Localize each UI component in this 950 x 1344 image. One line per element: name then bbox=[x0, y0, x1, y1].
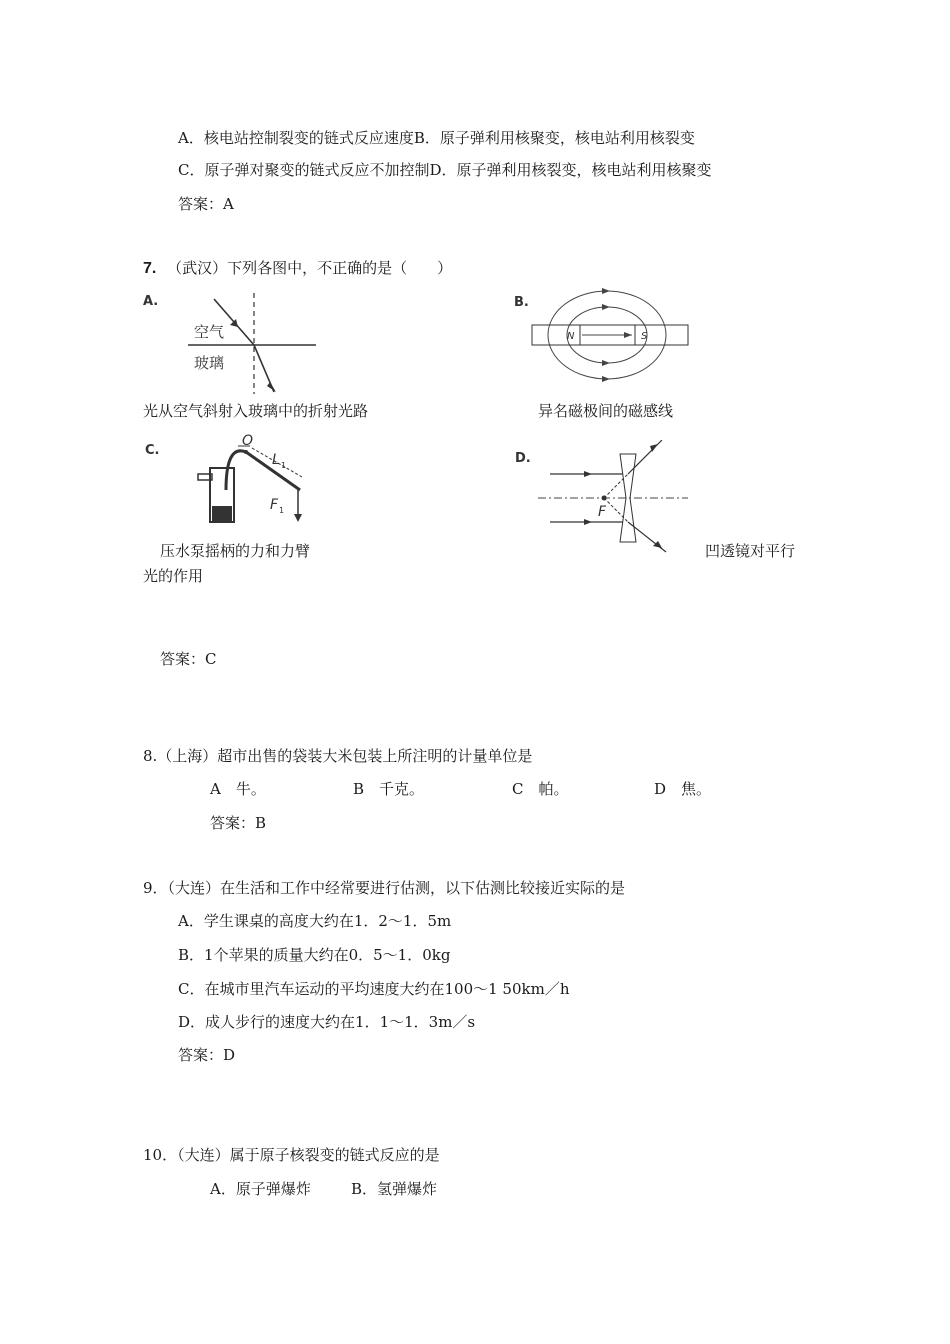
arm-label-sub: 1 bbox=[281, 461, 287, 470]
figure-c-letter: C. bbox=[145, 443, 160, 458]
q9-option-d: D．成人步行的速度大约在1．1～1．3m／s bbox=[178, 1013, 476, 1031]
q10-option-b: B．氢弹爆炸 bbox=[351, 1180, 438, 1198]
figure-c-caption-continued: 光的作用 bbox=[143, 567, 204, 585]
q7-stem bbox=[143, 258, 452, 279]
q6-answer: 答案：A bbox=[178, 195, 234, 213]
force-label: F bbox=[270, 497, 279, 513]
q6-option-ab: A．核电站控制裂变的链式反应速度B．原子弹利用核聚变，核电站利用核裂变 bbox=[178, 129, 695, 147]
figure-d-letter: D. bbox=[515, 451, 531, 466]
q8-option-c: C 帕。 bbox=[512, 780, 569, 798]
q8-option-d: D 焦。 bbox=[654, 780, 712, 798]
figure-a-refraction bbox=[140, 288, 330, 398]
focal-point bbox=[602, 496, 607, 501]
q9-answer: 答案：D bbox=[178, 1046, 236, 1064]
q8-option-b: B 千克。 bbox=[353, 780, 425, 798]
pump-water bbox=[212, 506, 232, 522]
q9-option-c: C．在城市里汽车运动的平均速度大约在100～1 50km／h bbox=[178, 980, 570, 998]
pump-handle bbox=[226, 451, 300, 490]
force-arrow-head bbox=[294, 514, 302, 522]
pivot-point bbox=[244, 450, 248, 454]
south-pole-label: S bbox=[641, 331, 648, 342]
air-label: 空气 bbox=[194, 323, 225, 341]
q8-option-a: A 牛。 bbox=[210, 780, 266, 798]
q9-option-b: B．1个苹果的质量大约在0．5～1．0kg bbox=[178, 946, 451, 964]
q9-option-a: A．学生课桌的高度大约在1．2～1．5m bbox=[178, 912, 452, 930]
q8-stem: 8.（上海）超市出售的袋装大米包装上所注明的计量单位是 bbox=[143, 747, 533, 765]
incident-arrow bbox=[230, 319, 238, 327]
q9-stem: 9．（大连）在生活和工作中经常要进行估测，以下估测比较接近实际的是 bbox=[143, 879, 626, 897]
q6-option-cd: C．原子弹对聚变的链式反应不加控制D．原子弹利用核裂变，核电站利用核聚变 bbox=[178, 161, 712, 179]
figure-a-caption: 光从空气斜射入玻璃中的折射光路 bbox=[143, 402, 369, 420]
arm-label: L bbox=[272, 452, 280, 468]
q10-option-a: A．原子弹爆炸 bbox=[210, 1180, 311, 1198]
glass-label: 玻璃 bbox=[194, 354, 225, 372]
q7-number: 7. bbox=[143, 260, 157, 277]
figure-d-concave-lens bbox=[510, 440, 700, 555]
figure-b-letter: B. bbox=[514, 295, 529, 310]
figure-c-caption: 压水泵摇柄的力和力臂 bbox=[160, 542, 311, 560]
refracted-arrow bbox=[267, 382, 276, 392]
q7-stem-text: （武汉）下列各图中，不正确的是（ ） bbox=[167, 259, 453, 277]
focus-label: F bbox=[598, 504, 607, 520]
figure-b-magnets bbox=[510, 288, 700, 393]
north-pole-label: N bbox=[567, 331, 575, 342]
figure-a-letter: A. bbox=[143, 294, 159, 309]
figure-d-caption: 凹透镜对平行 bbox=[705, 542, 796, 560]
q8-answer: 答案：B bbox=[210, 814, 267, 832]
pivot-label: O bbox=[242, 433, 254, 449]
force-label-sub: 1 bbox=[279, 506, 285, 515]
figure-c-pump bbox=[140, 432, 330, 527]
q7-answer: 答案：C bbox=[160, 650, 217, 668]
q10-stem: 10．（大连）属于原子核裂变的链式反应的是 bbox=[143, 1146, 440, 1164]
figure-b-caption: 异名磁极间的磁感线 bbox=[538, 402, 674, 420]
